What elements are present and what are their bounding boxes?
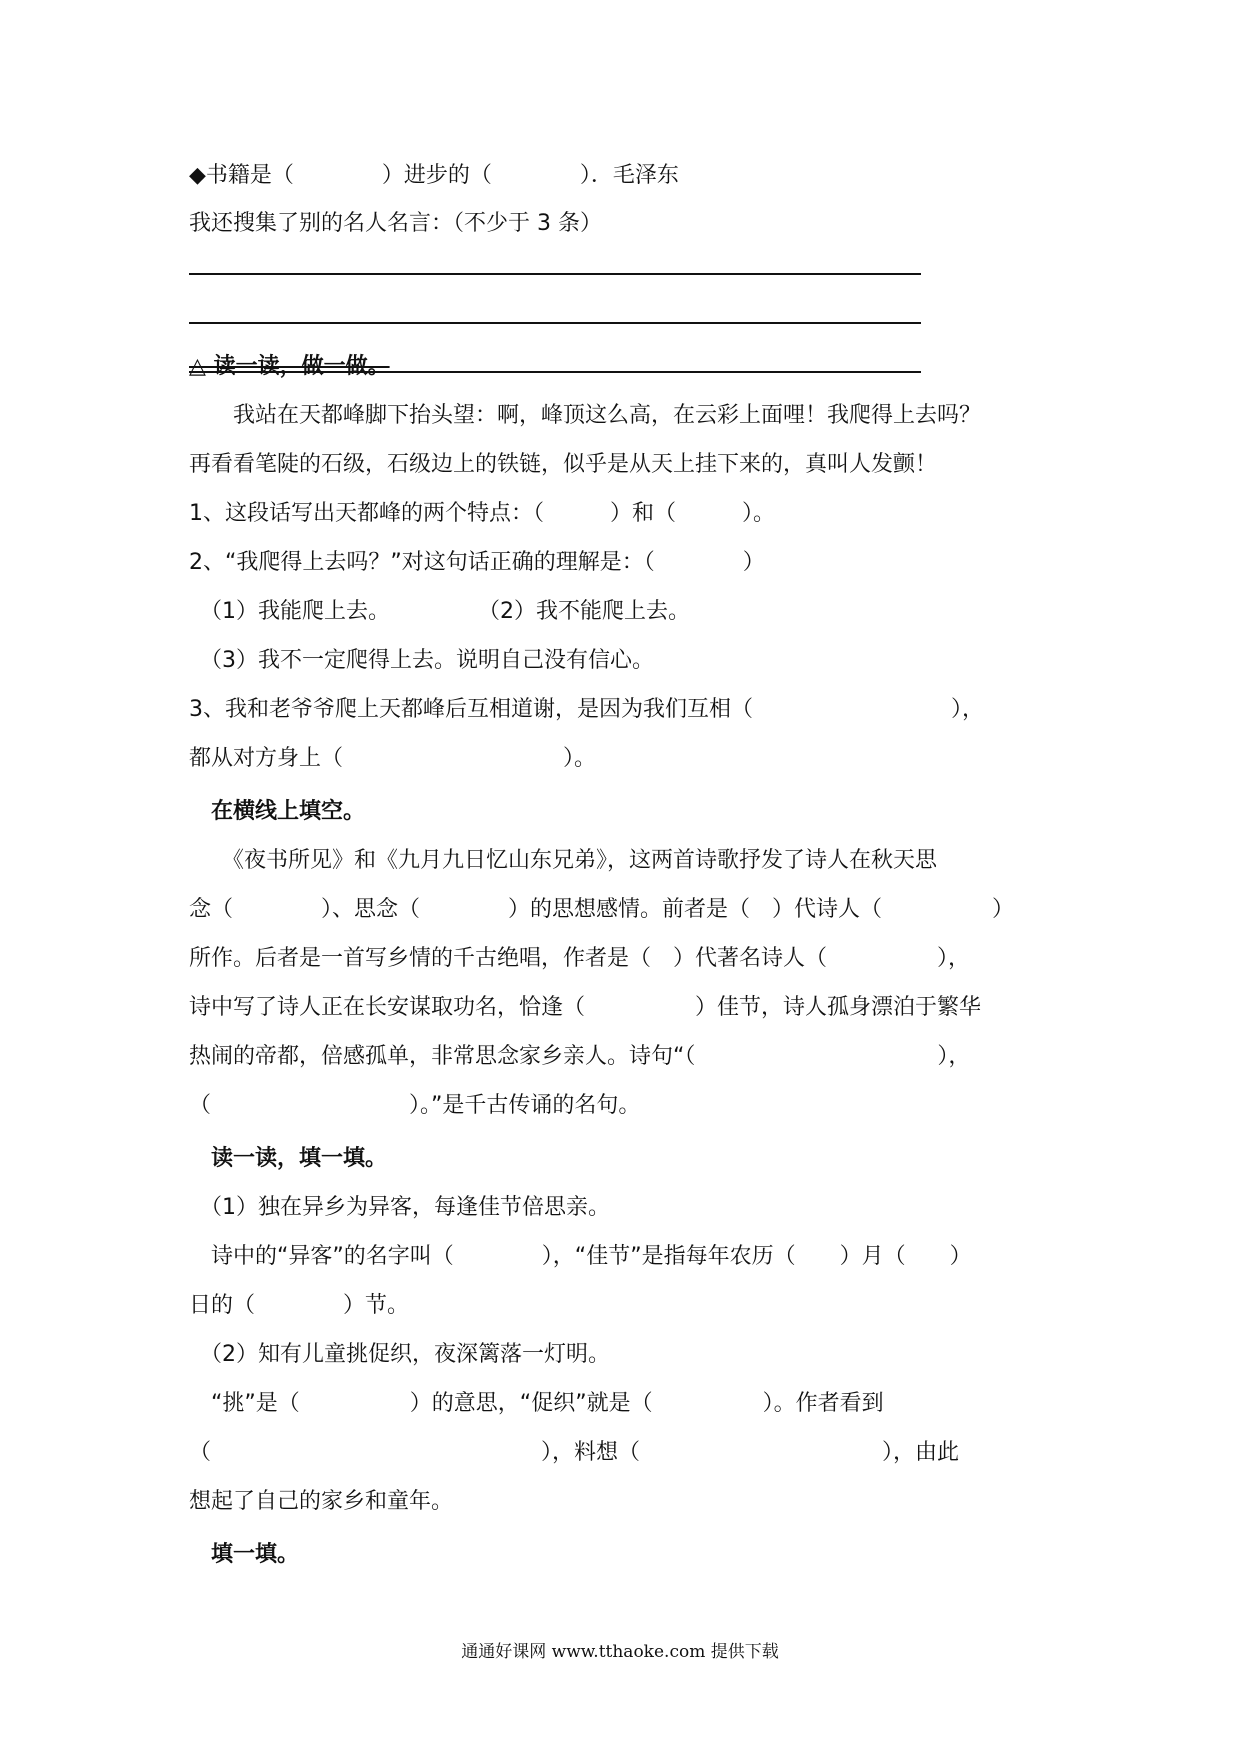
question-2: 2、“我爬得上去吗？”对这句话正确的理解是：（ ） bbox=[189, 550, 765, 575]
answer-line-1 bbox=[189, 273, 921, 275]
question-1: 1、这段话写出天都峰的两个特点：（ ）和（ ）。 bbox=[189, 501, 775, 526]
section-title-read-fill: 读一读，填一填。 bbox=[189, 1146, 388, 1171]
question-3-line-2: 都从对方身上（ ）。 bbox=[189, 746, 597, 771]
read-fill-line-2: 诗中的“异客”的名字叫（ ），“佳节”是指每年农历（ ）月（ ） bbox=[189, 1244, 972, 1269]
quote-fill-in: ◆书籍是（ ）进步的（ ）．毛泽东 bbox=[189, 163, 679, 188]
read-fill-line-3: 日的（ ）节。 bbox=[189, 1293, 410, 1318]
read-fill-line-7: 想起了自己的家乡和童年。 bbox=[189, 1489, 454, 1514]
poem-paragraph-line-2: 念（ ）、思念（ ）的思想感情。前者是（ ）代诗人（ ） bbox=[189, 897, 1015, 922]
question-2-option-3: （3）我不一定爬得上去。说明自己没有信心。 bbox=[189, 648, 654, 673]
collect-quotes-prompt: 我还搜集了别的名人名言：（不少于 3 条） bbox=[189, 211, 602, 236]
poem-paragraph-line-4: 诗中写了诗人正在长安谋取功名，恰逢（ ）佳节，诗人孤身漂泊于繁华 bbox=[189, 995, 982, 1020]
section-title-fill: 填一填。 bbox=[189, 1542, 300, 1567]
read-fill-line-5: “挑”是（ ）的意思，“促织”就是（ ）。作者看到 bbox=[189, 1391, 884, 1416]
question-2-options-1-2: （1）我能爬上去。 （2）我不能爬上去。 bbox=[189, 599, 690, 624]
poem-paragraph-line-3: 所作。后者是一首写乡情的千古绝唱，作者是（ ）代著名诗人（ ）， bbox=[189, 946, 971, 971]
question-3-line-1: 3、我和老爷爷爬上天都峰后互相道谢，是因为我们互相（ ）， bbox=[189, 697, 984, 722]
answer-line-2 bbox=[189, 322, 921, 324]
page-footer: 通通好课网 www.tthaoke.com 提供下载 bbox=[461, 1642, 779, 1662]
poem-paragraph-line-5: 热闹的帝都，倍感孤单，非常思念家乡亲人。诗句“（ ）， bbox=[189, 1044, 971, 1069]
read-fill-line-1: （1）独在异乡为异客，每逢佳节倍思亲。 bbox=[189, 1195, 610, 1220]
read-fill-line-4: （2）知有儿童挑促织，夜深篱落一灯明。 bbox=[189, 1342, 610, 1367]
passage-line-2: 再看看笔陡的石级，石级边上的铁链，似乎是从天上挂下来的，真叫人发颤！ bbox=[189, 452, 938, 477]
read-fill-line-6: （ ），料想（ ），由此 bbox=[189, 1440, 960, 1465]
section-title-read-do: △ 读一读，做一做。 bbox=[189, 354, 390, 379]
poem-paragraph-line-6: （ ）。”是千古传诵的名句。 bbox=[189, 1093, 641, 1118]
passage-line-1: 我站在天都峰脚下抬头望：啊，峰顶这么高，在云彩上面哩！我爬得上去吗？ bbox=[189, 403, 982, 428]
poem-paragraph-line-1: 《夜书所见》和《九月九日忆山东兄弟》，这两首诗歌抒发了诗人在秋天思 bbox=[189, 848, 938, 873]
section-title-fill-lines: 在横线上填空。 bbox=[189, 799, 366, 824]
